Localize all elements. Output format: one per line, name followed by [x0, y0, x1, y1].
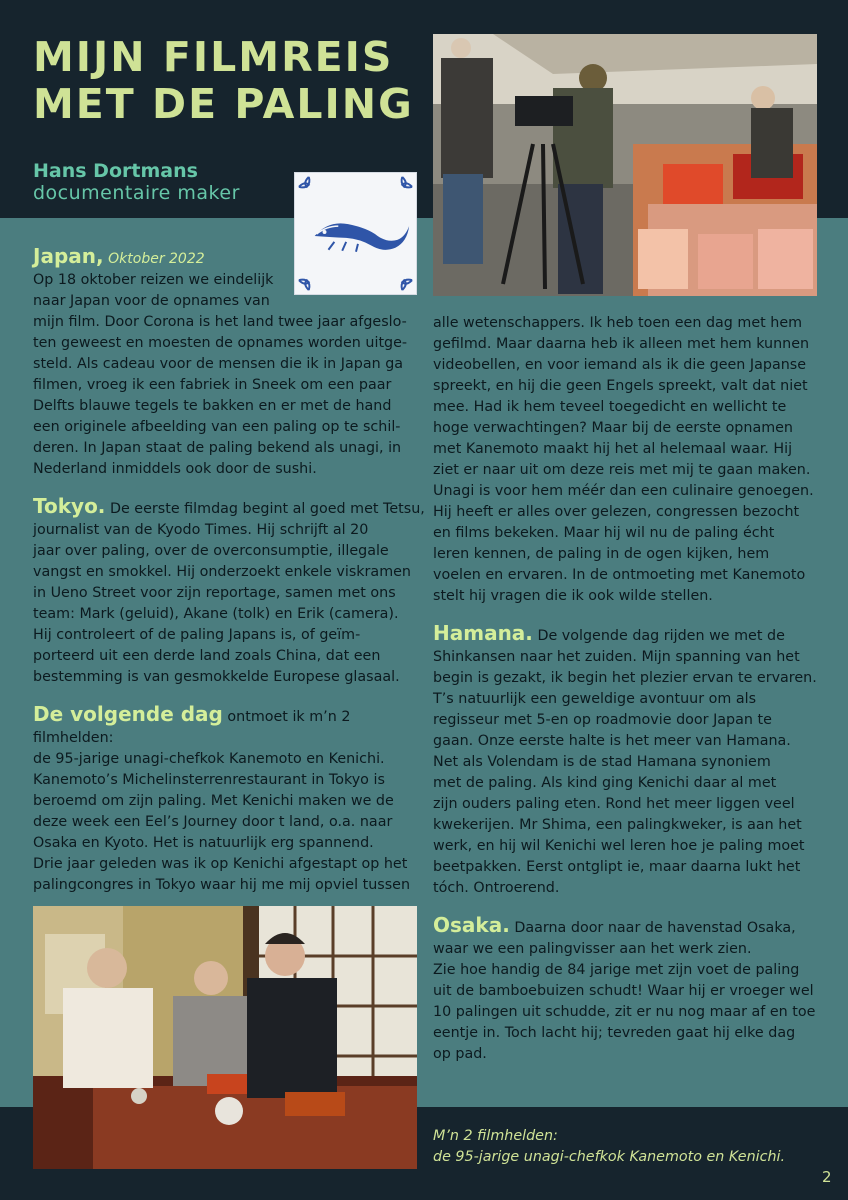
next-day-first-text: ontmoet ik m’n 2 filmhelden: — [33, 709, 351, 746]
hamana-line: Shinkansen naar het zuiden. Mijn spanning van het — [433, 649, 800, 665]
tokyo-line: jaar over paling, over de overconsumptie, illegale — [33, 543, 389, 559]
osaka-line: 10 palingen uit schudde, zit er nu nog maar af en toe — [433, 1004, 816, 1020]
japan-line: Nederland inmiddels ook door de sushi. — [33, 461, 317, 477]
next-day-line: beroemd om zijn paling. Met Kenichi maken we de — [33, 793, 394, 809]
japan-line: deren. In Japan staat de paling bekend als unagi, in — [33, 440, 402, 456]
japan-line: steld. Als cadeau voor de mensen die ik in Japan ga — [33, 356, 404, 372]
hamana-line: Net als Volendam is de stad Hamana synoniem — [433, 754, 771, 770]
cont-line: hoge verwachtingen? Maar bij de eerste opnamen — [433, 420, 793, 436]
cont-line: voelen en ervaren. In de ontmoeting met Kanemoto — [433, 567, 806, 583]
title-line-2: MET DE PALING — [33, 80, 414, 128]
tokyo-line: in Ueno Street voor zijn reportage, samen met ons — [33, 585, 396, 601]
cont-line: spreekt, en hij die geen Engels spreekt, valt dat niet — [433, 378, 808, 394]
osaka-line: waar we een palingvisser aan het werk zien. — [433, 941, 752, 957]
next-day-line: Kanemoto’s Michelinsterrenrestaurant in Tokyo is — [33, 772, 385, 788]
restaurant-photo — [33, 906, 417, 1169]
title-line-1: MIJN FILMREIS — [33, 33, 394, 81]
hamana-line: kwekerijen. Mr Shima, een palingkweker, is aan het — [433, 817, 802, 833]
section-heading-next-day: De volgende dag — [33, 702, 223, 726]
cont-line: ziet er naar uit om deze reis met mij te gaan maken. — [433, 462, 811, 478]
caption-line-1: M’n 2 filmhelden: — [433, 1128, 558, 1144]
next-day-line: Osaka en Kyoto. Het is natuurlijk erg spannend. — [33, 835, 374, 851]
tokyo-line: Hij controleert of de paling Japans is, of geïm- — [33, 627, 361, 643]
japan-line: mijn film. Door Corona is het land twee jaar afgeslo- — [33, 314, 407, 330]
author-name: Hans Dortmans — [33, 160, 198, 182]
cont-line: met Kanemoto maakt hij het al helemaal waar. Hij — [433, 441, 793, 457]
next-day-line: de 95-jarige unagi-chefkok Kanemoto en Kenichi. — [33, 751, 385, 767]
osaka-line: Zie hoe handig de 84 jarige met zijn voet de paling — [433, 962, 800, 978]
hamana-first-line — [433, 623, 833, 647]
section-heading-hamana: Hamana. — [433, 621, 533, 645]
hamana-line: zijn ouders paling eten. Rond het meer liggen veel — [433, 796, 795, 812]
text-column-right — [433, 313, 833, 1065]
tokyo-line: journalist van de Kyodo Times. Hij schrijft al 20 — [33, 522, 369, 538]
tokyo-first-line — [33, 496, 429, 520]
cont-line: en films bekeken. Maar hij wil nu de paling écht — [433, 525, 775, 541]
osaka-line: op pad. — [433, 1046, 487, 1062]
cont-line: Hij heeft er alles over gelezen, congressen bezocht — [433, 504, 800, 520]
osaka-line: eentje in. Toch lacht hij; tevreden gaat hij elke dag — [433, 1025, 796, 1041]
section-heading-japan: Japan, — [33, 244, 104, 268]
next-day-line: palingcongres in Tokyo waar hij me mij opviel tussen — [33, 877, 411, 893]
hamana-first-text: De volgende dag rijden we met de — [537, 628, 785, 644]
hamana-line: met de paling. Als kind ging Kenichi daar al met — [433, 775, 777, 791]
next-day-line: Drie jaar geleden was ik op Kenichi afgestapt op het — [33, 856, 408, 872]
photo-caption — [433, 1126, 785, 1168]
hamana-line: T’s natuurlijk een geweldige avontuur om als — [433, 691, 757, 707]
japan-line: ten geweest en moesten de opnames worden uitge- — [33, 335, 408, 351]
osaka-first-text: Daarna door naar de havenstad Osaka, — [514, 920, 796, 936]
cont-line: videobellen, en voor iemand als ik die geen Japanse — [433, 357, 807, 373]
cont-line: mee. Had ik hem teveel toegedicht en wellicht te — [433, 399, 787, 415]
section-heading-tokyo: Tokyo. — [33, 494, 106, 518]
tokyo-first-text: De eerste filmdag begint al goed met Tetsu, — [109, 501, 425, 517]
hamana-line: beetpakken. Eerst ontglipt ie, maar daarna lukt het — [433, 859, 801, 875]
cont-line: stelt hij vragen die ik ook wilde stellen. — [433, 588, 713, 604]
cont-line: Unagi is voor hem méér dan een culinaire genoegen. — [433, 483, 814, 499]
page-title — [33, 34, 414, 128]
tokyo-line: porteerd uit een derde land zoals China, dat een — [33, 648, 381, 664]
hamana-line: tóch. Ontroerend. — [433, 880, 560, 896]
osaka-first-line — [433, 915, 833, 939]
author-block — [33, 160, 240, 204]
osaka-line: uit de bamboebuizen schudt! Waar hij er vroeger wel — [433, 983, 814, 999]
hamana-line: regisseur met 5-en op roadmovie door Japan te — [433, 712, 772, 728]
author-role: documentaire maker — [33, 182, 240, 204]
japan-heading-line — [33, 246, 429, 270]
japan-line: Op 18 oktober reizen we eindelijk — [33, 272, 274, 288]
next-day-line: deze week een Eel’s Journey door t land, o.a. naar — [33, 814, 393, 830]
next-day-first-line — [33, 704, 429, 749]
japan-line: Delfts blauwe tegels te bakken en er met de hand — [33, 398, 392, 414]
section-heading-osaka: Osaka. — [433, 913, 510, 937]
page-number: 2 — [822, 1168, 832, 1186]
japan-line: een originele afbeelding van een paling op te schil- — [33, 419, 401, 435]
cont-line: alle wetenschappers. Ik heb toen een dag met hem — [433, 315, 803, 331]
hamana-line: werk, en hij wil Kenichi wel leren hoe je paling moet — [433, 838, 805, 854]
tokyo-line: bestemming is van gesmokkelde Europese glasaal. — [33, 669, 400, 685]
cont-line: leren kennen, de paling in de ogen kijken, hem — [433, 546, 770, 562]
cont-line: gefilmd. Maar daarna heb ik alleen met hem kunnen — [433, 336, 810, 352]
tokyo-line: team: Mark (geluid), Akane (tolk) en Erik (camera). — [33, 606, 399, 622]
market-filming-photo — [433, 34, 817, 296]
text-column-left — [33, 246, 429, 896]
caption-line-2: de 95-jarige unagi-chefkok Kanemoto en Kenichi. — [433, 1149, 786, 1165]
hamana-line: begin is gezakt, ik begin het plezier ervan te ervaren. — [433, 670, 817, 686]
japan-date: Oktober 2022 — [108, 251, 205, 267]
tokyo-line: vangst en smokkel. Hij onderzoekt enkele viskramen — [33, 564, 411, 580]
japan-line: naar Japan voor de opnames van — [33, 293, 270, 309]
japan-line: filmen, vroeg ik een fabriek in Sneek om een paar — [33, 377, 392, 393]
hamana-line: gaan. Onze eerste halte is het meer van Hamana. — [433, 733, 791, 749]
